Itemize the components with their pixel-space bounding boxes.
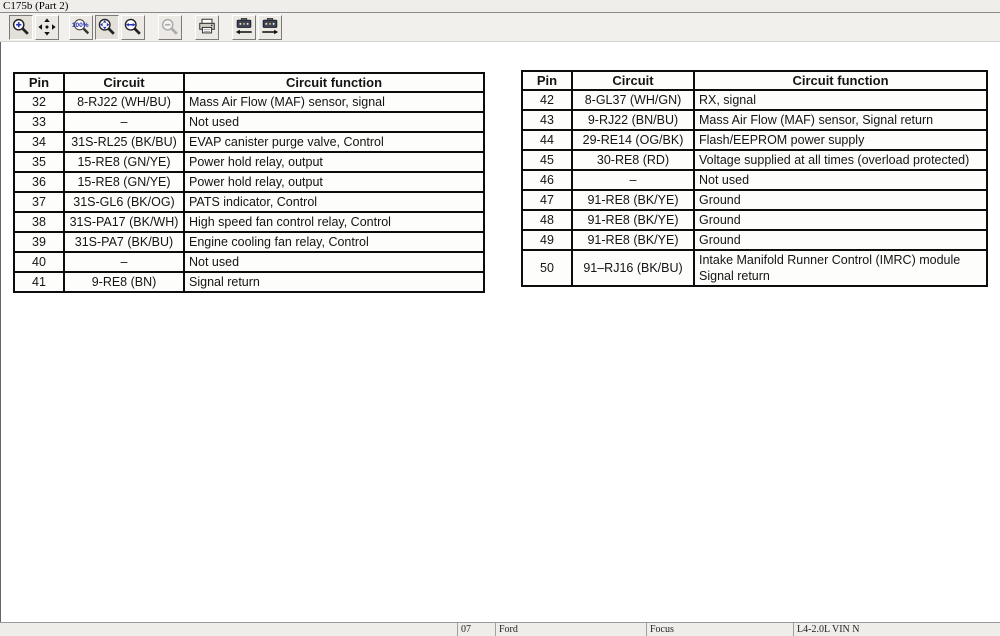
- function-cell: Mass Air Flow (MAF) sensor, signal: [184, 92, 484, 112]
- pin-cell: 49: [522, 230, 572, 250]
- fit-page-button[interactable]: [95, 15, 119, 40]
- table-row: [522, 170, 987, 190]
- table-row: [14, 212, 484, 232]
- status-cell-empty: [0, 623, 457, 636]
- table-row: [14, 192, 484, 212]
- status-cell-code: 07: [457, 623, 495, 636]
- table-row: [522, 190, 987, 210]
- circuit-cell: 31S-PA7 (BK/BU): [64, 232, 184, 252]
- pan-icon: [37, 17, 57, 37]
- fit-page-icon: [97, 17, 117, 37]
- circuit-cell: 31S-GL6 (BK/OG): [64, 192, 184, 212]
- zoom-100-icon: [71, 17, 91, 37]
- circuit-cell: 30-RE8 (RD): [572, 150, 694, 170]
- circuit-cell: 91-RE8 (BK/YE): [572, 210, 694, 230]
- pin-cell: 48: [522, 210, 572, 230]
- pin-cell: 35: [14, 152, 64, 172]
- table-header-row: [522, 71, 987, 90]
- circuit-cell: 15-RE8 (GN/YE): [64, 172, 184, 192]
- circuit-cell: –: [572, 170, 694, 190]
- column-header-pin: Pin: [14, 73, 64, 92]
- zoom-in-icon: [11, 17, 31, 37]
- pin-cell: 44: [522, 130, 572, 150]
- connector-prev-icon: [234, 17, 254, 37]
- pin-cell: 43: [522, 110, 572, 130]
- table-row: [522, 130, 987, 150]
- status-bar: [0, 622, 1000, 636]
- table-row: [14, 112, 484, 132]
- pin-cell: 34: [14, 132, 64, 152]
- function-cell: Ground: [694, 230, 987, 250]
- pinout-table-right: [521, 70, 988, 287]
- circuit-cell: 31S-RL25 (BK/BU): [64, 132, 184, 152]
- pinout-table-left: [13, 72, 485, 293]
- prev-connector-button[interactable]: [232, 15, 256, 40]
- function-cell: High speed fan control relay, Control: [184, 212, 484, 232]
- pin-cell: 42: [522, 90, 572, 110]
- toolbar: [0, 13, 1000, 42]
- function-cell: Not used: [694, 170, 987, 190]
- pin-cell: 45: [522, 150, 572, 170]
- table-row: [14, 232, 484, 252]
- circuit-cell: –: [64, 252, 184, 272]
- circuit-cell: 91-RE8 (BK/YE): [572, 190, 694, 210]
- table-row: [522, 230, 987, 250]
- pin-cell: 47: [522, 190, 572, 210]
- status-cell-engine: L4-2.0L VIN N: [793, 623, 1000, 636]
- pin-cell: 46: [522, 170, 572, 190]
- table-row: [522, 150, 987, 170]
- pin-cell: 40: [14, 252, 64, 272]
- pin-cell: 41: [14, 272, 64, 292]
- diagram-canvas[interactable]: [0, 42, 1000, 622]
- table-row: [14, 92, 484, 112]
- table-header-row: [14, 73, 484, 92]
- actual-size-button[interactable]: [69, 15, 93, 40]
- table-row: [522, 210, 987, 230]
- column-header-circuit: Circuit: [64, 73, 184, 92]
- fit-width-icon: [123, 17, 143, 37]
- function-cell: Ground: [694, 210, 987, 230]
- status-cell-model: Focus: [646, 623, 793, 636]
- pin-cell: 38: [14, 212, 64, 232]
- function-cell: Intake Manifold Runner Control (IMRC) module Signal return: [694, 250, 987, 286]
- column-header-circuit: Circuit: [572, 71, 694, 90]
- table-row: [522, 90, 987, 110]
- circuit-cell: –: [64, 112, 184, 132]
- table-row: [522, 110, 987, 130]
- circuit-cell: 91–RJ16 (BK/BU): [572, 250, 694, 286]
- circuit-cell: 31S-PA17 (BK/WH): [64, 212, 184, 232]
- function-cell: RX, signal: [694, 90, 987, 110]
- pin-cell: 37: [14, 192, 64, 212]
- pin-cell: 39: [14, 232, 64, 252]
- table-row: [14, 152, 484, 172]
- circuit-cell: 29-RE14 (OG/BK): [572, 130, 694, 150]
- fit-width-button[interactable]: [121, 15, 145, 40]
- function-cell: EVAP canister purge valve, Control: [184, 132, 484, 152]
- table-row: [14, 272, 484, 292]
- print-button[interactable]: [195, 15, 219, 40]
- column-header-pin: Pin: [522, 71, 572, 90]
- circuit-cell: 91-RE8 (BK/YE): [572, 230, 694, 250]
- pin-cell: 33: [14, 112, 64, 132]
- table-row: [522, 250, 987, 286]
- circuit-cell: 15-RE8 (GN/YE): [64, 152, 184, 172]
- circuit-cell: 9-RJ22 (BN/BU): [572, 110, 694, 130]
- function-cell: Mass Air Flow (MAF) sensor, Signal return: [694, 110, 987, 130]
- status-cell-make: Ford: [495, 623, 646, 636]
- zoom-out-icon: [160, 17, 180, 37]
- table-row: [14, 132, 484, 152]
- function-cell: Not used: [184, 252, 484, 272]
- connector-next-icon: [260, 17, 280, 37]
- circuit-cell: 8-RJ22 (WH/BU): [64, 92, 184, 112]
- pan-button[interactable]: [35, 15, 59, 40]
- function-cell: Engine cooling fan relay, Control: [184, 232, 484, 252]
- column-header-function: Circuit function: [184, 73, 484, 92]
- table-row: [14, 252, 484, 272]
- circuit-cell: 8-GL37 (WH/GN): [572, 90, 694, 110]
- zoom-out-button[interactable]: [158, 15, 182, 40]
- function-cell: Not used: [184, 112, 484, 132]
- page-title: C175b (Part 2): [3, 0, 69, 12]
- pin-cell: 36: [14, 172, 64, 192]
- circuit-cell: 9-RE8 (BN): [64, 272, 184, 292]
- table-row: [14, 172, 484, 192]
- function-cell: Power hold relay, output: [184, 172, 484, 192]
- function-cell: Ground: [694, 190, 987, 210]
- next-connector-button[interactable]: [258, 15, 282, 40]
- printer-icon: [197, 17, 217, 37]
- column-header-function: Circuit function: [694, 71, 987, 90]
- connector-title: [0, 0, 1000, 13]
- svg-text:100%: 100%: [71, 22, 89, 29]
- pin-cell: 50: [522, 250, 572, 286]
- function-cell: PATS indicator, Control: [184, 192, 484, 212]
- function-cell: Power hold relay, output: [184, 152, 484, 172]
- function-cell: Voltage supplied at all times (overload protected): [694, 150, 987, 170]
- function-cell: Signal return: [184, 272, 484, 292]
- function-cell: Flash/EEPROM power supply: [694, 130, 987, 150]
- pin-cell: 32: [14, 92, 64, 112]
- zoom-in-button[interactable]: [9, 15, 33, 40]
